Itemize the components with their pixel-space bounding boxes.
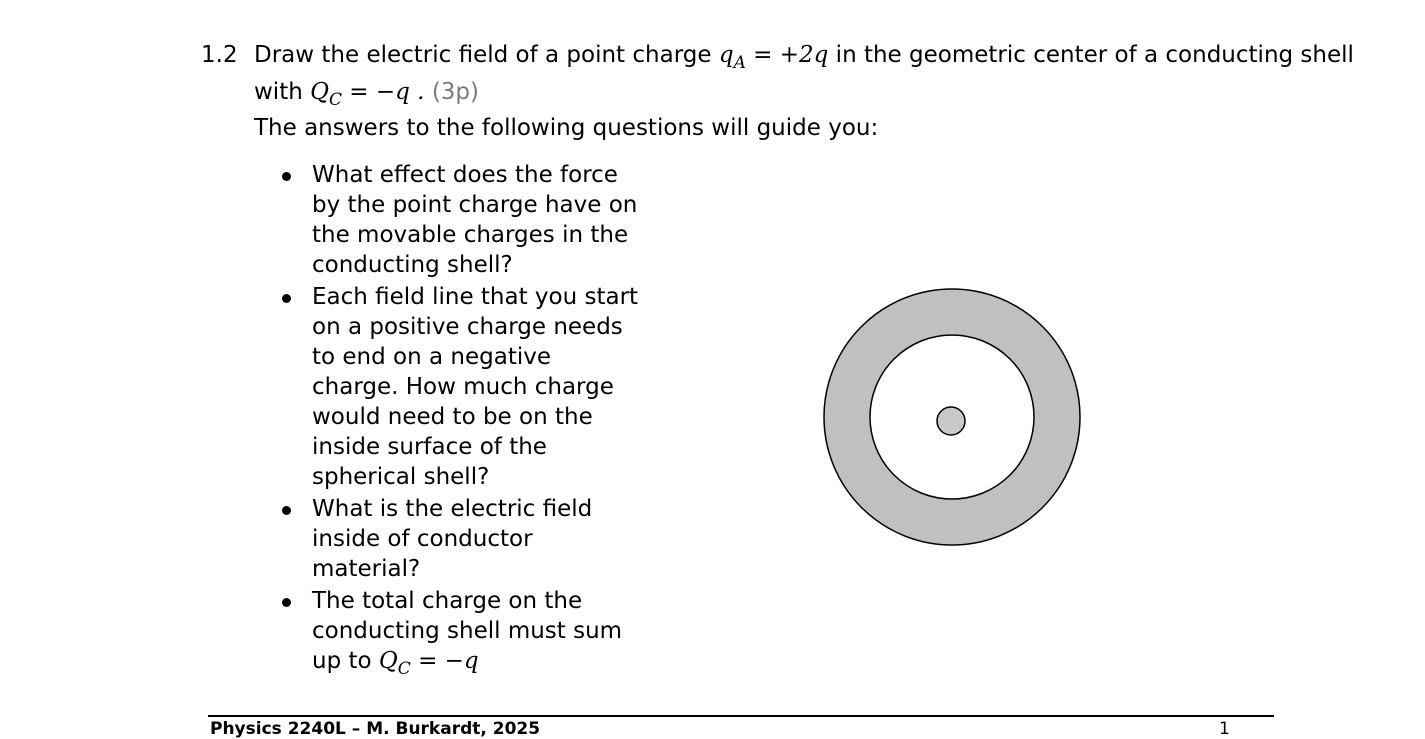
problem-number: 1.2 bbox=[201, 42, 238, 68]
list-item: Each field line that you start on a positive charge needs to end on a negative charge. How much charge would need to be on the inside surface of the spherical shell? bbox=[274, 282, 642, 492]
page-number: 1 bbox=[1219, 719, 1230, 739]
guide-text: The answers to the following questions will guide you: bbox=[254, 115, 879, 141]
list-item: The total charge on the conducting shell must sum up to $Q_C = -q$ bbox=[274, 586, 642, 684]
list-item: What is the electric field inside of conductor material? bbox=[274, 494, 642, 584]
charge-QC: $Q_C = -q$ . bbox=[310, 79, 432, 110]
charge-qA: $q_A = +2q$ bbox=[718, 42, 829, 73]
point-charge bbox=[937, 407, 965, 435]
footer-text: Physics 2240L – M. Burkardt, 2025 bbox=[210, 719, 541, 739]
conducting-shell-diagram bbox=[820, 284, 1086, 552]
problem-text-part2: in the geometric center of a conducting shell bbox=[828, 42, 1354, 68]
problem-text-with: with bbox=[254, 79, 311, 105]
problem-statement-line1 bbox=[254, 42, 1354, 73]
bullet-icon bbox=[282, 598, 291, 607]
charge-QC: $Q_C = -q$ bbox=[378, 648, 479, 679]
list-item: What effect does the force by the point charge have on the movable charges in the conducting shell? bbox=[274, 160, 642, 280]
points-label: (3p) bbox=[431, 79, 479, 105]
problem-text-part1: Draw the electric field of a point charge bbox=[254, 42, 719, 68]
footer-divider bbox=[208, 715, 1274, 717]
problem-statement-line2 bbox=[254, 79, 479, 110]
bullet-icon bbox=[282, 172, 291, 181]
bullet-icon bbox=[282, 506, 291, 515]
bullet-icon bbox=[282, 294, 291, 303]
guide-question-list bbox=[274, 160, 642, 686]
